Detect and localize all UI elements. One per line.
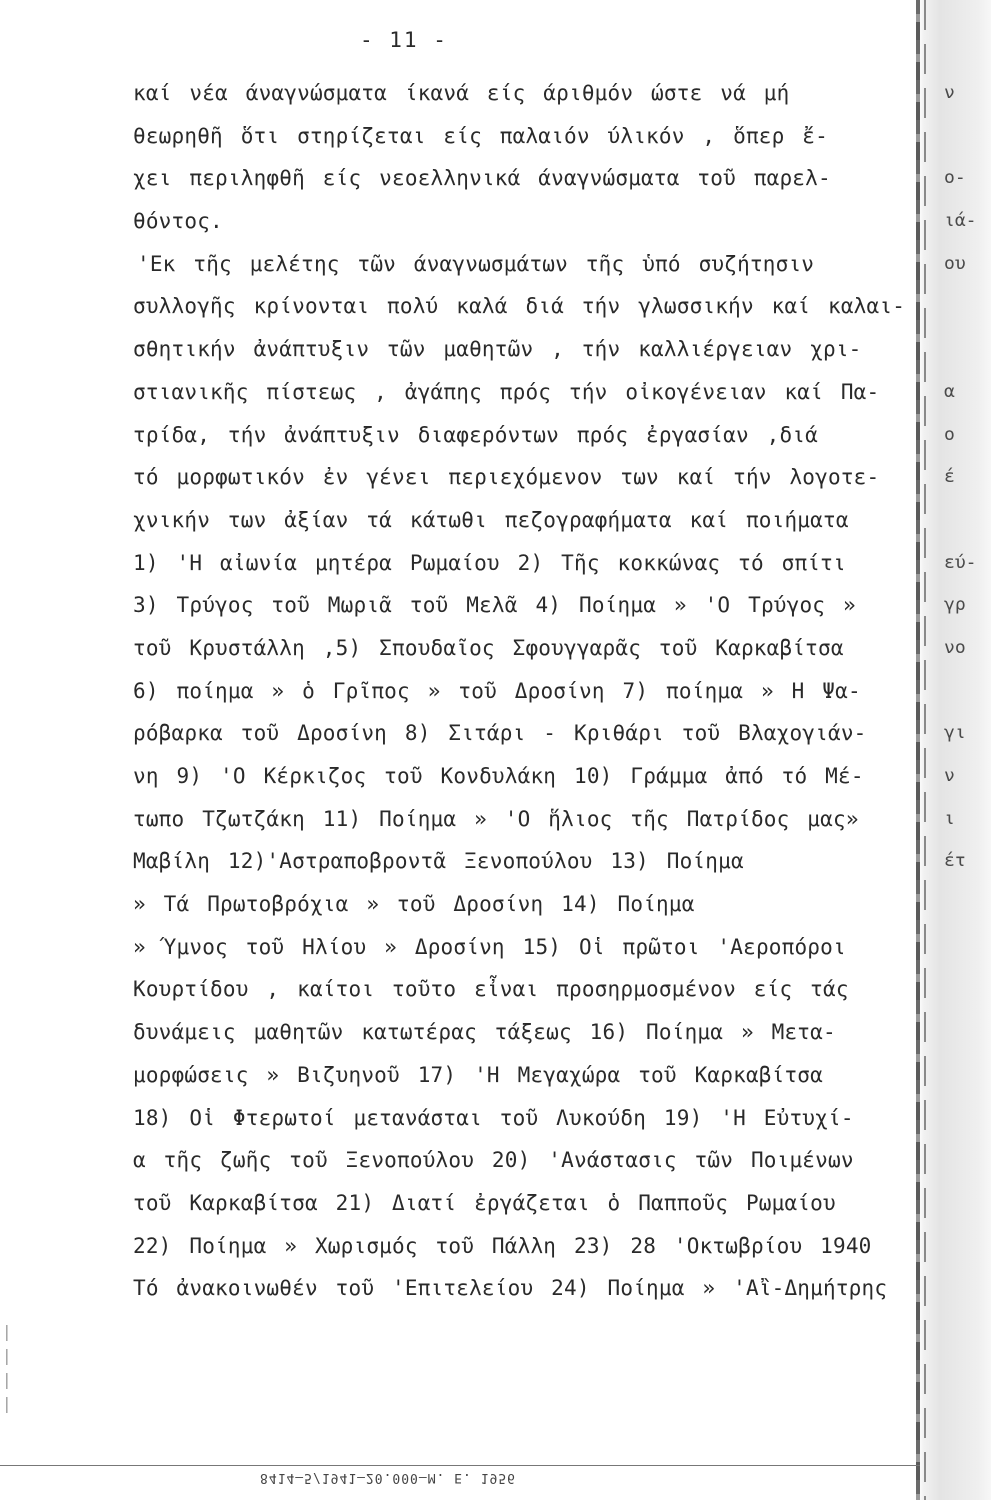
margin-fragment [944, 285, 991, 328]
text-line: σθητικήν ἀνάπτυξιν τῶν μαθητῶν , τήν καλλιέργειαν χρι- [133, 337, 862, 362]
text-line: νη 9) 'Ο Κέρκιζος τοῦ Κονδυλάκη 10) Γράμμα ἀπό τό Μέ- [133, 764, 864, 788]
text-line: τό μορφωτικόν ἐν γένει περιεχόμενον των καί τήν λογοτε- [133, 465, 880, 490]
left-edge-marks: | | | | [2, 1322, 12, 1413]
margin-fragment: ιά- [944, 210, 977, 232]
margin-fragment [944, 328, 991, 371]
margin-fragment: νο [944, 636, 966, 658]
text-line: Μαβίλη 12)'Αστραποβροντᾶ Ξενοπούλου 13) Ποίημα [133, 849, 744, 874]
text-line: » Τά Πρωτοβρόχια » τοῦ Δροσίνη 14) Ποίημα [133, 892, 695, 917]
text-line: θόντος. [133, 209, 223, 234]
text-line: » Ύμνος τοῦ Ηλίου » Δροσίνη 15) Οἱ πρῶτοι 'Αεροπόροι [133, 934, 846, 959]
text-line: συλλογῆς κρίνονται πολύ καλά διά τήν γλωσσικήν καί καλαι- [133, 294, 906, 319]
margin-fragment [944, 115, 991, 158]
text-line: 22) Ποίημα » Χωρισμός τοῦ Πάλλη 23) 28 'Οκτωβρίου 1940 [133, 1233, 872, 1258]
text-line: 18) Οἱ Φτερωτοί μετανάσται τοῦ Λυκούδη 19) 'Η Εὐτυχί- [133, 1105, 854, 1130]
margin-fragment [944, 670, 991, 713]
page-fold-edge [916, 0, 920, 1500]
text-line: α τῆς ζωῆς τοῦ Ξενοπούλου 20) 'Ανάστασις τῶν Ποιμένων [133, 1148, 854, 1173]
page-number: - 11 - [360, 28, 448, 52]
margin-fragment: ο [944, 423, 955, 445]
text-line: χει περιληφθῆ είς νεοελληνικά άναγνώσματα τοῦ παρελ- [133, 166, 831, 191]
typewritten-body [133, 72, 913, 1310]
margin-fragment: γι [944, 722, 966, 744]
text-line: δυνάμεις μαθητῶν κατωτέρας τάξεως 16) Ποίημα » Μετα- [133, 1020, 836, 1045]
text-line: θεωρηθῆ ὅτι στηρίζεται είς παλαιόν ύλικόν , ὅπερ ἔ- [133, 123, 828, 148]
margin-fragment: ι [944, 807, 955, 829]
margin-fragment: έ [944, 466, 955, 488]
footer-rule [0, 1465, 920, 1466]
margin-fragment: ν [944, 765, 955, 786]
text-line: τρίδα, τήν ἀνάπτυξιν διαφερόντων πρός ἐργασίαν ,διά [133, 422, 818, 447]
text-line: χνικήν των ἀξίαν τά κάτωθι πεζογραφήματα καί ποιήματα [133, 507, 849, 532]
text-line: καί νέα άναγνώσματα ίκανά είς άριθμόν ώστε νά μή [133, 81, 790, 105]
margin-fragment: έτ [944, 850, 966, 872]
margin-fragment: γρ [944, 594, 966, 616]
text-line: τοῦ Κρυστάλλη ,5) Σπουδαῖος Σφουγγαρᾶς τοῦ Καρκαβίτσα [133, 635, 844, 660]
text-line: 1) 'Η αἰωνία μητέρα Ρωμαίου 2) Τῆς κοκκώνας τό σπίτι [133, 550, 846, 575]
margin-fragment [944, 499, 991, 542]
text-line: 6) ποίημα » ὁ Γρῖπος » τοῦ Δροσίνη 7) ποίημα » Η Ψα- [133, 678, 861, 703]
text-line: 3) Τρύγος τοῦ Μωριᾶ τοῦ Μελᾶ 4) Ποίημα » 'Ο Τρύγος » [133, 593, 856, 618]
text-line: τωπο Τζωτζάκη 11) Ποίημα » 'Ο ἥλιος τῆς Πατρίδος μας» [133, 806, 859, 831]
margin-fragment: α [944, 380, 955, 402]
margin-fragment: ν [944, 82, 955, 103]
adjacent-page-text-fragments [944, 72, 991, 883]
text-line: Τό ἀνακοινωθέν τοῦ 'Επιτελείου 24) Ποίημα » 'Αἲ-Δημήτρης [133, 1276, 888, 1301]
text-line: μορφώσεις » Βιζυηνοῦ 17) 'Η Μεγαχώρα τοῦ Καρκαβίτσα [133, 1062, 823, 1087]
text-line: Κουρτίδου , καίτοι τοῦτο εἶναι προσηρμοσμένον είς τάς [133, 977, 849, 1002]
text-line: τοῦ Καρκαβίτσα 21) Διατί ἐργάζεται ὁ Παπποῦς Ρωμαίου [133, 1190, 836, 1215]
margin-fragment: ου [944, 252, 966, 274]
margin-fragment: εύ- [944, 551, 977, 573]
text-line: στιανικῆς πίστεως , ἀγάπης πρός τήν οἰκογένειαν καί Πα- [133, 379, 880, 404]
page-fold-shadow [924, 0, 926, 1500]
text-line: 'Εκ τῆς μελέτης τῶν άναγνωσμάτων τῆς ὑπό συζήτησιν [137, 251, 815, 276]
printer-imprint: 8414—5/1941—20.000—Μ. Ε. 1956 [260, 1470, 516, 1485]
margin-fragment: ο- [944, 167, 966, 189]
text-line: ρόβαρκα τοῦ Δροσίνη 8) Σιτάρι - Κριθάρι τοῦ Βλαχογιάν- [133, 721, 867, 746]
